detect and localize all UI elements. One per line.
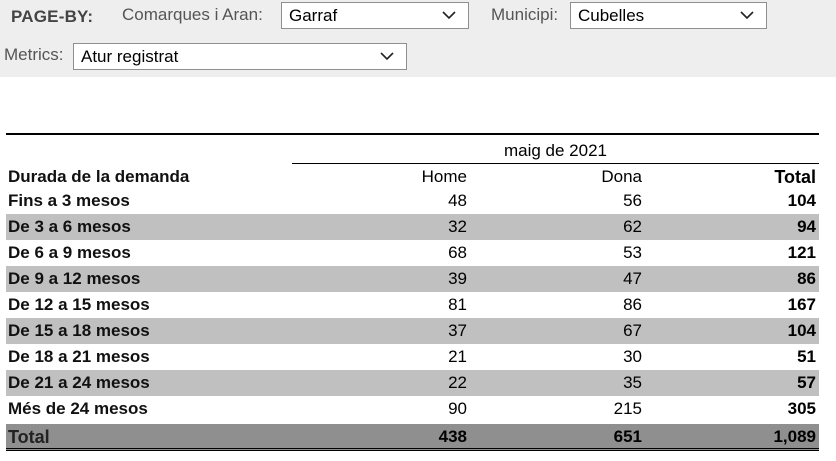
row-label: De 3 a 6 mesos (8, 217, 131, 236)
table-period-header-row (6, 135, 819, 163)
table-row (6, 292, 819, 318)
row-label: De 9 a 12 mesos (8, 269, 141, 288)
total-home: 438 (438, 427, 467, 446)
cell-total: 51 (797, 347, 816, 366)
cell-total: 94 (797, 217, 816, 236)
municipi-select[interactable] (570, 2, 767, 29)
cell-total: 305 (787, 399, 816, 418)
table-row (6, 318, 819, 344)
table-row (6, 370, 819, 396)
row-label: De 12 a 15 mesos (8, 295, 150, 314)
total-total: 1,089 (773, 427, 816, 446)
row-label: Fins a 3 mesos (8, 191, 130, 210)
cell-dona: 47 (623, 269, 642, 288)
cell-total: 167 (787, 295, 816, 314)
row-label: De 15 a 18 mesos (8, 321, 150, 340)
period-header: maig de 2021 (292, 141, 819, 164)
cell-total: 86 (797, 269, 816, 288)
municipi-select-value: Cubelles (578, 6, 645, 25)
cell-total: 104 (787, 191, 816, 210)
cell-dona: 53 (623, 243, 642, 262)
cell-total: 121 (787, 243, 816, 262)
cell-home: 37 (448, 321, 467, 340)
cell-total: 104 (787, 321, 816, 340)
table-row (6, 240, 819, 266)
metrics-select[interactable] (73, 43, 407, 70)
column-header-total: Total (774, 167, 816, 187)
total-dona: 651 (613, 427, 642, 446)
chevron-down-icon (740, 8, 754, 22)
table-row (6, 214, 819, 240)
comarca-label: Comarques i Aran: (122, 5, 263, 24)
column-header-home: Home (421, 167, 467, 186)
comarca-select-value: Garraf (289, 6, 338, 25)
chevron-down-icon (442, 8, 456, 22)
table-row (6, 396, 819, 422)
cell-dona: 35 (623, 373, 642, 392)
cell-home: 21 (448, 347, 467, 366)
cell-home: 32 (448, 217, 467, 236)
comarca-select[interactable] (281, 2, 469, 29)
cell-dona: 56 (623, 191, 642, 210)
table-column-header-row (6, 163, 819, 188)
row-label: De 18 a 21 mesos (8, 347, 150, 366)
table-total-row (6, 424, 819, 451)
metrics-label: Metrics: (4, 45, 64, 64)
data-table (6, 133, 819, 451)
cell-home: 81 (448, 295, 467, 314)
municipi-label: Municipi: (491, 5, 559, 24)
chevron-down-icon (380, 49, 394, 63)
cell-dona: 67 (623, 321, 642, 340)
cell-dona: 215 (613, 399, 642, 418)
page-by-toolbar (0, 0, 836, 77)
row-label: De 21 a 24 mesos (8, 373, 150, 392)
cell-home: 68 (448, 243, 467, 262)
cell-dona: 86 (623, 295, 642, 314)
row-dimension-header: Durada de la demanda (8, 167, 190, 186)
page-by-label: PAGE-BY: (11, 7, 94, 26)
cell-total: 57 (797, 373, 816, 392)
cell-home: 39 (448, 269, 467, 288)
cell-home: 90 (448, 399, 467, 418)
row-label: Més de 24 mesos (8, 399, 148, 418)
row-label: De 6 a 9 mesos (8, 243, 131, 262)
cell-dona: 30 (623, 347, 642, 366)
table-row (6, 344, 819, 370)
cell-home: 48 (448, 191, 467, 210)
metrics-select-value: Atur registrat (81, 47, 179, 66)
column-header-dona: Dona (601, 167, 642, 186)
table-row (6, 188, 819, 214)
cell-home: 22 (448, 373, 467, 392)
cell-dona: 62 (623, 217, 642, 236)
total-row-label: Total (8, 427, 50, 447)
table-row (6, 266, 819, 292)
